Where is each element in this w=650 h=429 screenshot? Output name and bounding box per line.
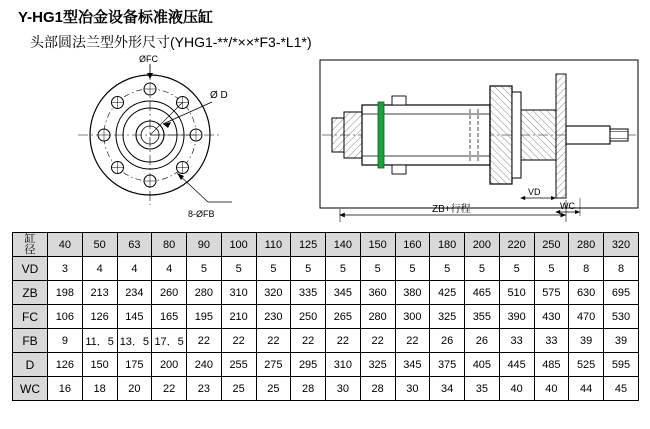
table-cell: 22	[256, 329, 291, 353]
table-cell: 5	[291, 257, 326, 281]
row-label-bore	[13, 233, 48, 257]
table-cell: 198	[48, 281, 83, 305]
page-title: Y-HG1型冶金设备标准液压缸	[18, 9, 214, 26]
front-view	[78, 54, 232, 219]
section-view	[320, 60, 638, 222]
label-fc: ØFC	[139, 54, 158, 64]
table-cell: 325	[360, 353, 395, 377]
table-cell: 5	[187, 257, 222, 281]
table-cell: 126	[82, 305, 117, 329]
table-cell: 200	[152, 353, 187, 377]
table-row	[13, 305, 639, 329]
table-cell: 125	[291, 233, 326, 257]
table-cell: 345	[395, 353, 430, 377]
table-cell: 34	[430, 377, 465, 401]
table-cell: 405	[465, 353, 500, 377]
table-cell: 140	[326, 233, 361, 257]
spec-table-container	[12, 232, 639, 401]
table-cell: 30	[326, 377, 361, 401]
table-row	[13, 329, 639, 353]
table-cell: 28	[360, 377, 395, 401]
table-cell: 40	[534, 377, 569, 401]
table-cell: 40	[499, 377, 534, 401]
table-cell: 470	[569, 305, 604, 329]
table-cell: 255	[221, 353, 256, 377]
table-cell: 345	[326, 281, 361, 305]
table-cell: 265	[326, 305, 361, 329]
table-cell: 50	[82, 233, 117, 257]
spec-table	[12, 232, 639, 401]
table-cell: 160	[395, 233, 430, 257]
table-cell: 5	[326, 257, 361, 281]
table-cell: 90	[187, 233, 222, 257]
table-cell: 595	[604, 353, 639, 377]
drawing-svg	[0, 52, 650, 227]
table-cell: 5	[465, 257, 500, 281]
table-cell: 325	[430, 305, 465, 329]
table-cell: 22	[326, 329, 361, 353]
table-cell: 430	[534, 305, 569, 329]
table-cell: 320	[256, 281, 291, 305]
table-cell: 22	[291, 329, 326, 353]
table-cell: 30	[395, 377, 430, 401]
table-cell: 530	[604, 305, 639, 329]
table-cell: 3	[48, 257, 83, 281]
table-cell: 425	[430, 281, 465, 305]
table-cell: 22	[187, 329, 222, 353]
table-cell: 5	[360, 257, 395, 281]
table-cell: 25	[221, 377, 256, 401]
table-cell: 390	[499, 305, 534, 329]
table-cell: 22	[395, 329, 430, 353]
table-row	[13, 377, 639, 401]
table-cell: 510	[499, 281, 534, 305]
table-cell: 310	[221, 281, 256, 305]
table-cell: 165	[152, 305, 187, 329]
table-cell: 33	[499, 329, 534, 353]
table-cell: 320	[604, 233, 639, 257]
table-cell: 9	[48, 329, 83, 353]
table-cell: 145	[117, 305, 152, 329]
table-cell: 525	[569, 353, 604, 377]
table-cell: 250	[291, 305, 326, 329]
table-cell: 126	[48, 353, 83, 377]
label-fb: 8-ØFB	[188, 209, 215, 219]
table-cell: 220	[499, 233, 534, 257]
row-label-vd: VD	[13, 257, 48, 281]
table-cell: 295	[291, 353, 326, 377]
table-cell: 5	[395, 257, 430, 281]
table-cell: 8	[604, 257, 639, 281]
table-cell: 5	[534, 257, 569, 281]
label-wc: WC	[560, 201, 575, 211]
table-cell: 39	[604, 329, 639, 353]
table-row	[13, 281, 639, 305]
table-cell: 250	[534, 233, 569, 257]
table-cell: 26	[430, 329, 465, 353]
row-label-bore-line2: 径	[24, 243, 36, 256]
table-cell: 180	[430, 233, 465, 257]
table-cell: 355	[465, 305, 500, 329]
table-cell: 17．5	[152, 329, 187, 353]
row-label-zb: ZB	[13, 281, 48, 305]
table-cell: 360	[360, 281, 395, 305]
table-cell: 4	[152, 257, 187, 281]
table-cell: 110	[256, 233, 291, 257]
table-cell: 44	[569, 377, 604, 401]
table-cell: 25	[256, 377, 291, 401]
table-cell: 200	[465, 233, 500, 257]
row-label-bore-line1: 缸	[24, 232, 36, 245]
table-cell: 63	[117, 233, 152, 257]
table-row	[13, 257, 639, 281]
table-cell: 26	[465, 329, 500, 353]
table-cell: 575	[534, 281, 569, 305]
table-cell: 445	[499, 353, 534, 377]
label-zb: ZB+行程	[432, 204, 471, 215]
table-cell: 13．5	[117, 329, 152, 353]
table-cell: 20	[117, 377, 152, 401]
table-cell: 5	[430, 257, 465, 281]
table-cell: 260	[152, 281, 187, 305]
table-cell: 23	[187, 377, 222, 401]
table-cell: 230	[256, 305, 291, 329]
row-label-d: D	[13, 353, 48, 377]
table-cell: 39	[569, 329, 604, 353]
table-cell: 240	[187, 353, 222, 377]
technical-drawing	[0, 52, 650, 227]
table-cell: 280	[569, 233, 604, 257]
table-cell: 280	[360, 305, 395, 329]
table-cell: 300	[395, 305, 430, 329]
table-cell: 33	[534, 329, 569, 353]
table-cell: 150	[82, 353, 117, 377]
table-cell: 175	[117, 353, 152, 377]
table-cell: 11．5	[82, 329, 117, 353]
table-row	[13, 353, 639, 377]
row-label-fb: FB	[13, 329, 48, 353]
table-cell: 8	[569, 257, 604, 281]
table-cell: 485	[534, 353, 569, 377]
table-cell: 375	[430, 353, 465, 377]
table-cell: 280	[187, 281, 222, 305]
label-d: Ø D	[210, 90, 228, 101]
page-subtitle: 头部圆法兰型外形尺寸(YHG1-**/*××*F3-*L1*)	[30, 34, 312, 50]
table-cell: 380	[395, 281, 430, 305]
table-cell: 18	[82, 377, 117, 401]
table-cell: 335	[291, 281, 326, 305]
table-cell: 213	[82, 281, 117, 305]
table-cell: 80	[152, 233, 187, 257]
table-cell: 465	[465, 281, 500, 305]
table-cell: 35	[465, 377, 500, 401]
table-cell: 22	[360, 329, 395, 353]
table-cell: 150	[360, 233, 395, 257]
label-vd: VD	[528, 187, 541, 197]
table-cell: 5	[221, 257, 256, 281]
table-cell: 695	[604, 281, 639, 305]
table-cell: 4	[117, 257, 152, 281]
table-cell: 22	[221, 329, 256, 353]
table-cell: 22	[152, 377, 187, 401]
table-cell: 275	[256, 353, 291, 377]
table-cell: 5	[256, 257, 291, 281]
table-cell: 310	[326, 353, 361, 377]
row-label-fc: FC	[13, 305, 48, 329]
table-cell: 210	[221, 305, 256, 329]
table-cell: 40	[48, 233, 83, 257]
table-cell: 234	[117, 281, 152, 305]
spec-table-body	[13, 233, 639, 401]
table-cell: 630	[569, 281, 604, 305]
table-cell: 4	[82, 257, 117, 281]
table-cell: 5	[499, 257, 534, 281]
table-cell: 45	[604, 377, 639, 401]
table-cell: 100	[221, 233, 256, 257]
table-cell: 28	[291, 377, 326, 401]
row-label-wc: WC	[13, 377, 48, 401]
table-row-bore	[13, 233, 639, 257]
table-cell: 195	[187, 305, 222, 329]
table-cell: 16	[48, 377, 83, 401]
table-cell: 106	[48, 305, 83, 329]
